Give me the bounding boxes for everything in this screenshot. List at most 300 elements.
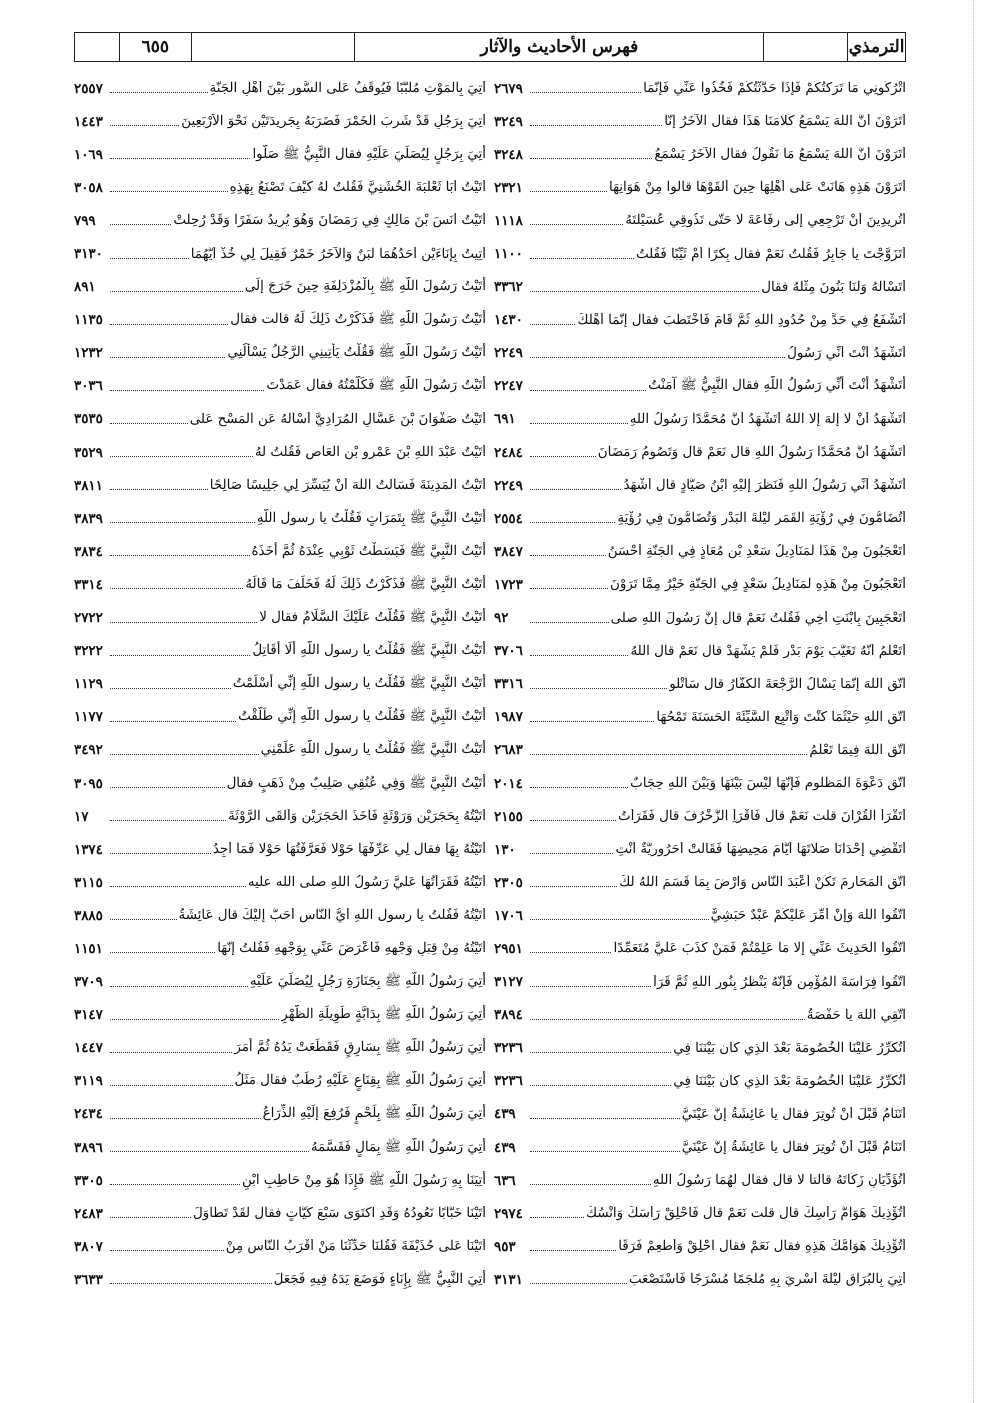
dot-leader [530, 324, 575, 325]
hadith-incipit: أُتِيَ بِالْبُرَاقِ لَيْلَةَ أُسْرِيَ بِهِ مُلْجَمًا مُسْرَجًا فَاسْتَصْعَبَ [628, 1272, 906, 1288]
hadith-number: ٣٠٣٦ [74, 378, 103, 395]
dot-leader [530, 1052, 671, 1053]
hadith-number: ٣١٣١ [494, 1271, 523, 1288]
dot-leader [110, 588, 243, 589]
index-entry [74, 1131, 486, 1164]
dot-leader [530, 1118, 680, 1119]
hadith-incipit: أتَيْتُ الْمَدِينَةَ فَسَأَلْتُ اللَّهَ أنْ يُيَسِّرَ لِي جَلِيسًا صَالِحًا [209, 478, 486, 494]
hadith-incipit: أتَيْتُهُ فَقَرَأْتُهَا عَلَيَّ رَسُولُ اللَّهِ صلى الله عليه [247, 875, 486, 891]
index-entry [494, 833, 906, 866]
index-entry [494, 403, 906, 436]
hadith-incipit: اتَّقِي اللَّهَ يا حَفْصَةُ [806, 1007, 906, 1023]
index-entry [74, 1263, 486, 1296]
hadith-number: ٢٥٥٧ [74, 80, 103, 97]
index-entry [494, 800, 906, 833]
dot-leader [110, 390, 264, 391]
index-entry [74, 899, 486, 932]
dot-leader [530, 456, 596, 457]
hadith-incipit: أتَشْهَدُ أنْ لَا إلَهَ إلَّا اللَّهُ أتَشْهَدُ أنَّ مُحَمَّدًا رَسُولُ اللَّهِ [629, 411, 906, 427]
index-entry [494, 1065, 906, 1098]
dot-leader [530, 555, 606, 556]
hadith-incipit: أتَيْتُ النَّبِيَّ ﷺ فَقُلْتُ يا رسول اللَّهِ ألَا أُقَاتِلُ [252, 643, 486, 659]
hadith-incipit: أتَيْنَا خَبَّابًا نَعُودُهُ وَقَدِ اكْتَوَى سَبْعَ كَيَّاتٍ فقال لَقَدْ تَطَاوَلَ [193, 1206, 486, 1222]
hadith-incipit: أتَيْتُ النَّبِيَّ ﷺ فَقُلْتُ يا رسول اللَّهِ إنِّي طَلَّقْتُ [238, 709, 486, 725]
hadith-number: ٣٢٣٦ [494, 1073, 523, 1090]
index-entry [74, 734, 486, 767]
dot-leader [530, 489, 621, 490]
hadith-number: ٢٤٨٤ [494, 444, 523, 461]
dot-leader [110, 1019, 279, 1020]
hadith-number: ١١٥١ [74, 940, 103, 957]
hadith-incipit: أُتِيَ رَسُولُ اللَّهِ ﷺ بِلَحْمٍ فَرُفِعَ إلَيْهِ الذِّرَاعُ [262, 1106, 486, 1122]
hadith-incipit: أُتِيَ رَسُولُ اللَّهِ ﷺ بِجَنَازَةِ رَجُلٍ لِيُصَلِّيَ عَلَيْهِ [249, 974, 486, 990]
index-entry [74, 668, 486, 701]
hadith-incipit: اتَّقِ اللَّهَ فِيمَا تَعْلَمُ [809, 742, 906, 758]
hadith-number: ٣٢٢٢ [74, 643, 103, 660]
index-entry [74, 866, 486, 899]
hadith-incipit: أُتِيَ النَّبِيُّ ﷺ بِإِنَاءٍ فَوَضَعَ يَدَهُ فِيهِ فَجَعَلَ [273, 1271, 486, 1287]
hadith-incipit: أُتِيَ بِالْمَوْتِ مُلَبَّبًا فَيُوقَفُ عَلَى السُّورِ بَيْنَ أهْلِ الْجَنَّةِ [209, 81, 486, 97]
hadith-number: ٣٣٠٥ [74, 1172, 103, 1189]
hadith-incipit: أتَيْتُ عَبْدَ اللَّهِ بْنَ عَمْرِو بْنِ الْعَاصِ فَقُلْتُ لَهُ [254, 445, 486, 461]
hadith-incipit: أتَيْتُ رَسُولَ اللَّهِ ﷺ فَكَلَّمْتُهُ فقال عَمَدْتَ [266, 378, 486, 394]
index-entry [494, 436, 906, 469]
dot-leader [110, 191, 228, 192]
index-entry [74, 1098, 486, 1131]
hadith-number: ٣١٣٠ [74, 246, 103, 263]
dot-leader [530, 423, 628, 424]
index-entry [74, 171, 486, 204]
index-entry [494, 337, 906, 370]
hadith-incipit: أتَيْتُ النَّبِيَّ ﷺ فَبَسَطْتُ ثَوْبِي عِنْدَهُ ثُمَّ أخَذَهُ [251, 543, 486, 559]
dot-leader [530, 1019, 805, 1020]
dot-leader [530, 158, 652, 159]
hadith-number: ١٢٣٢ [74, 345, 103, 362]
dot-leader [530, 125, 662, 126]
hadith-incipit: أُتِيَ رَسُولُ اللَّهِ ﷺ بِدَابَّةٍ طَوِيلَةِ الظَّهْرِ [281, 1007, 486, 1023]
hadith-number: ٣١١٩ [74, 1073, 103, 1090]
dot-leader [110, 919, 177, 920]
hadith-number: ٣٥٢٩ [74, 444, 103, 461]
hadith-number: ٦٣٦ [494, 1172, 516, 1189]
dot-leader [110, 655, 250, 656]
header-cell-blank [75, 33, 119, 61]
index-entry [494, 502, 906, 535]
hadith-number: ٣٠٥٨ [74, 179, 103, 196]
index-entry [494, 966, 906, 999]
dot-leader [530, 1151, 680, 1152]
dot-leader [530, 291, 759, 292]
index-entry [494, 204, 906, 237]
hadith-number: ٣٢٤٩ [494, 113, 523, 130]
hadith-incipit: أتَيْتُهُ مِنْ قِبَلِ وَجْهِهِ فَأَعْرَضَ عَنِّي بِوَجْهِهِ فَقُلْتُ إنَّهَا [217, 941, 486, 957]
hadith-number: ٤٣٩ [494, 1139, 516, 1156]
hadith-number: ٩٥٣ [494, 1238, 516, 1255]
dot-leader [110, 1217, 191, 1218]
header-cell-blank [191, 33, 355, 61]
hadith-incipit: اتَّقُوا فِرَاسَةَ الْمُؤْمِنِ فَإِنَّهُ يَنْظُرُ بِنُورِ اللَّهِ ثُمَّ قَرَأَ [653, 974, 906, 990]
index-entry [494, 1032, 906, 1065]
index-entry [74, 304, 486, 337]
dot-leader [530, 952, 611, 953]
hadith-incipit: اتَّقُوا الْحَدِيثَ عَنِّي إلَّا مَا عَلِمْتُمْ فَمَنْ كَذَبَ عَلَيَّ مُتَعَمِّدًا [613, 941, 906, 957]
hadith-incipit: اتَّقِ اللَّهِ حَيْثُمَا كُنْتَ وَأتْبِعِ السَّيِّئَةَ الْحَسَنَةَ تَمْحُهَا [656, 709, 906, 725]
index-entry [74, 337, 486, 370]
dot-leader [110, 721, 236, 722]
index-entry [494, 138, 906, 171]
index-entry [74, 403, 486, 436]
hadith-incipit: اتَّقُوا اللَّهَ وَإنْ أُمِّرَ عَلَيْكُمْ عَبْدٌ حَبَشِيٌّ [710, 908, 906, 924]
hadith-number: ١١٠٠ [494, 246, 523, 263]
hadith-number: ١٣٧٤ [74, 841, 103, 858]
hadith-number: ١٧٢٣ [494, 576, 523, 593]
hadith-incipit: أتَيْتُ النَّبِيَّ ﷺ بِتَمَرَاتٍ فَقُلْتُ يا رسول اللَّهِ [256, 510, 486, 526]
hadith-incipit: أتَعْلَمُ أنَّهُ تَغَيَّبَ يَوْمَ بَدْرٍ فَلَمْ يَشْهَدْ قال نَعَمْ قال اللَّهُ [630, 643, 906, 659]
dot-leader [530, 986, 651, 987]
index-entry [494, 370, 906, 403]
page-title: فهرس الأحاديث والآثار [354, 33, 763, 61]
dot-leader [110, 853, 211, 854]
hadith-incipit: أتُرِيدِينَ أنْ تَرْجِعِي إلَى رِفَاعَةَ لا حَتَّى تَذُوقِي عُسَيْلَتَهُ [625, 213, 906, 229]
hadith-number: ٣٨٩٤ [494, 1007, 523, 1024]
index-entry [74, 1230, 486, 1263]
hadith-incipit: أتَيْتُ النَّبِيَّ ﷺ فَذَكَرْتُ ذَلِكَ لَهُ فَخَلَفَ مَا قَالَهُ [245, 576, 486, 592]
index-entry [494, 899, 906, 932]
index-entry [494, 1098, 906, 1131]
dot-leader [530, 588, 608, 589]
index-entry [494, 701, 906, 734]
hadith-incipit: أتَيْتُ رَسُولَ اللَّهِ ﷺ فَقُلْتُ يَأْتِينِي الرَّجُلُ يَسْألُنِي [227, 345, 486, 361]
dot-leader [110, 92, 208, 93]
hadith-incipit: اتْرُكُونِي مَا تَرَكْتُكُمْ فَإِذَا حَدَّثْتُكُمْ فَخُذُوا عَنِّي فَإِنَّمَا [643, 81, 906, 97]
hadith-incipit: أتَرَوْنَ أنَّ اللَّهَ يَسْمَعُ كَلَامَنَا هَذَا فقال الآخَرُ إنَّا [664, 114, 906, 130]
hadith-incipit: اتَّقِ الْمَحَارِمَ تَكُنْ أعْبَدَ النَّاسِ وَارْضَ بِمَا قَسَمَ اللَّهُ لَكَ [619, 875, 906, 891]
hadith-incipit: أتَنَامُ قَبْلَ أنْ تُوتِرَ فقال يا عَائِشَةُ إنَّ عَيْنَيَّ [681, 1140, 906, 1156]
index-entry [74, 138, 486, 171]
hadith-incipit: أُتِيتُ بِإِنَاءَيْنِ أحَدُهُمَا لَبَنٌ وَالْآخَرُ خَمْرٌ فَقِيلَ لِي خُذْ أيَّهُمَا [190, 246, 486, 262]
index-entry [74, 469, 486, 502]
dot-leader [110, 291, 243, 292]
dot-leader [110, 886, 246, 887]
hadith-incipit: أتَيْتُ النَّبِيَّ ﷺ فَقُلْتُ يا رسول اللَّهِ عَلِّمْنِي [260, 742, 486, 758]
index-entry [74, 833, 486, 866]
dot-leader [530, 1184, 651, 1185]
hadith-incipit: أُتِيَ بِرَجُلٍ قَدْ شَرِبَ الْخَمْرَ فَضَرَبَهُ بِجَرِيدَتَيْنِ نَحْوَ الْأرْبَعِينَ [181, 114, 486, 130]
hadith-number: ١٤٣٠ [494, 312, 523, 329]
dot-leader [110, 1085, 233, 1086]
index-entry [74, 1164, 486, 1197]
hadith-incipit: اتَّقِ اللَّهَ إنَّمَا يَسْأَلُ الرَّجْعَةَ الْكُفَّارُ قال سَأَتْلُو [669, 676, 906, 692]
dot-leader [110, 986, 248, 987]
hadith-incipit: أتَرَوْنَ أنَّ اللَّهَ يَسْمَعُ مَا نَقُولُ فقال الآخَرُ يَسْمَعُ [654, 147, 906, 163]
hadith-number: ٢٠١٤ [494, 775, 523, 792]
index-entry [494, 635, 906, 668]
dot-leader [110, 555, 250, 556]
hadith-incipit: أتَيْتُهُ فَقُلْتُ يا رسول اللَّهِ أيُّ النَّاسِ أحَبُّ إلَيْكَ قال عَائِشَةُ [178, 908, 486, 924]
dot-leader [110, 688, 231, 689]
hadith-incipit: أتُكَرِّرُ عَلَيْنَا الْخُصُومَةَ بَعْدَ الَّذِي كان بَيْنَنَا فِي [673, 1073, 906, 1089]
dot-leader [530, 688, 667, 689]
index-entry [494, 535, 906, 568]
page-header [74, 32, 906, 62]
hadith-number: ٣٨٤٧ [494, 543, 523, 560]
hadith-number: ١٧ [74, 808, 89, 825]
dot-leader [110, 622, 257, 623]
hadith-number: ٣٢٣٦ [494, 1040, 523, 1057]
index-entry [74, 502, 486, 535]
dot-leader [110, 820, 226, 821]
dot-leader [110, 952, 215, 953]
index-entry [494, 237, 906, 270]
index-entry [74, 370, 486, 403]
dot-leader [530, 721, 654, 722]
dot-leader [110, 489, 208, 490]
index-entry [74, 602, 486, 635]
index-entry [494, 1230, 906, 1263]
hadith-number: ١٧٠٦ [494, 907, 523, 924]
scan-edge-line [972, 0, 974, 1403]
index-entry [494, 72, 906, 105]
hadith-incipit: أتَقْرَأُ الْقُرْآنَ قلت نَعَمْ قال فَاقْرَأِ الزُّخْرُفَ قال فَقَرَأْتُ [617, 809, 906, 825]
index-entry [494, 1197, 906, 1230]
hadith-number: ٦٩١ [494, 411, 516, 428]
hadith-number: ٨٩١ [74, 279, 96, 296]
hadith-number: ١٩٨٧ [494, 709, 523, 726]
dot-leader [530, 1283, 627, 1284]
hadith-incipit: أتَعْجَبِينَ بِابْنَتِ أخِي فَقُلْتُ نَعَمْ قال إنَّ رَسُولَ اللَّهِ صلى [610, 610, 906, 626]
hadith-number: ٣٨٣٩ [74, 510, 103, 527]
index-entry [74, 932, 486, 965]
hadith-incipit: أتَيْتُ النَّبِيَّ ﷺ فَقُلْتُ عَلَيْكَ السَّلَامُ فقال لا [259, 610, 486, 626]
index-entry [494, 767, 906, 800]
hadith-incipit: أتَشْهَدُ أنَّ مُحَمَّدًا رَسُولُ اللَّهِ قال نَعَمْ قال وَتَصُومُ رَمَضَانَ [597, 445, 906, 461]
hadith-incipit: أتُؤْذِيكَ هَوَامُّ رَأْسِكَ قال قلت نَعَمْ قال فَاحْلِقْ رَأْسَكَ وَانْسُكْ [585, 1206, 906, 1222]
dot-leader [110, 158, 250, 159]
hadith-number: ١١٢٩ [74, 676, 103, 693]
hadith-incipit: أتَرَوْنَ هَذِهِ هَانَتْ عَلَى أهْلِهَا حِينَ ألْقَوْهَا قالوا مِنْ هَوَانِهَا [608, 180, 906, 196]
dot-leader [110, 754, 259, 755]
hadith-number: ٢٤٨٣ [74, 1205, 103, 1222]
dot-leader [110, 423, 188, 424]
index-entry [74, 999, 486, 1032]
hadith-number: ٢٢٤٧ [494, 378, 523, 395]
hadith-number: ٩٢ [494, 610, 509, 627]
index-entry [494, 304, 906, 337]
index-entry [74, 1197, 486, 1230]
hadith-number: ١١٧٧ [74, 709, 103, 726]
dot-leader [530, 390, 646, 391]
index-entry [74, 436, 486, 469]
hadith-incipit: أتُؤَدِّيَانِ زَكَاتَهُ قالتا لا قال فقال لَهُمَا رَسُولُ اللَّهِ [652, 1173, 906, 1189]
right-column [494, 72, 906, 1382]
hadith-number: ٣٨٨٥ [74, 907, 103, 924]
dot-leader [110, 258, 189, 259]
index-entry [74, 1065, 486, 1098]
hadith-incipit: أتَيْتُ أنَسَ بْنَ مَالِكٍ فِي رَمَضَانَ وَهُوَ يُرِيدُ سَفَرًا وَقَدْ رُحِلَتْ [173, 213, 486, 229]
hadith-number: ٢٦٨٣ [494, 742, 523, 759]
hadith-number: ٣٧٠٦ [494, 643, 523, 660]
dot-leader [530, 886, 617, 887]
index-entry [74, 72, 486, 105]
hadith-incipit: أتَيْتُهُ بِهَا فقال لِي عَرِّفْهَا حَوْلًا فَعَرَّفْتُهَا حَوْلًا فَمَا أجِدُ [212, 842, 486, 858]
hadith-number: ٢١٥٥ [494, 808, 523, 825]
hadith-incipit: اتَّقِ دَعْوَةَ الْمَظْلُومِ فَإِنَّهَا لَيْسَ بَيْنَهَا وَبَيْنَ اللَّهِ حِجَابٌ [630, 776, 906, 792]
index-columns [74, 72, 906, 1382]
hadith-number: ١٠٦٩ [74, 146, 103, 163]
hadith-incipit: أتَزَوَّجْتَ يا جَابِرُ فَقُلْتُ نَعَمْ فقال بِكْرًا أمْ ثَيِّبًا فَقُلْتُ [635, 246, 906, 262]
index-entry [494, 171, 906, 204]
index-entry [74, 237, 486, 270]
index-entry [494, 469, 906, 502]
dot-leader [530, 853, 613, 854]
book-name: الترمذي [847, 33, 905, 61]
hadith-incipit: أتَشْهَدُ أنِّي رَسُولُ اللَّهِ فَنَظَرَ إلَيْهِ ابْنُ صَيَّادٍ قال أشْهَدُ [623, 478, 906, 494]
hadith-number: ٢٧٢٢ [74, 610, 103, 627]
hadith-incipit: أتَشْهَدُ أنْتَ أنِّي رَسُولُ [787, 345, 906, 361]
hadith-number: ٣٧٠٩ [74, 974, 103, 991]
hadith-number: ٢٤٣٤ [74, 1106, 103, 1123]
dot-leader [110, 125, 179, 126]
hadith-incipit: أتُكَرِّرُ عَلَيْنَا الْخُصُومَةَ بَعْدَ الَّذِي كان بَيْنَنَا فِي [673, 1040, 906, 1056]
dot-leader [110, 456, 253, 457]
dot-leader [110, 1283, 272, 1284]
dot-leader [530, 1217, 584, 1218]
dot-leader [530, 919, 709, 920]
hadith-number: ٧٩٩ [74, 212, 96, 229]
hadith-incipit: أُتِيَ رَسُولُ اللَّهِ ﷺ بِسَارِقٍ فَقَطَعَتْ يَدُهُ ثُمَّ أمَرَ [234, 1040, 486, 1056]
hadith-number: ٣٠٩٥ [74, 775, 103, 792]
index-entry [74, 701, 486, 734]
hadith-number: ٣١٢٧ [494, 974, 523, 991]
hadith-number: ٢٦٧٩ [494, 80, 523, 97]
dot-leader [530, 1250, 616, 1251]
hadith-number: ٣٨٠٧ [74, 1238, 103, 1255]
dot-leader [110, 1184, 240, 1185]
hadith-number: ٢٢٤٩ [494, 477, 523, 494]
hadith-incipit: أتَنَامُ قَبْلَ أنْ تُوتِرَ فقال يا عَائِشَةُ إنَّ عَيْنَيَّ [681, 1106, 906, 1122]
index-entry [494, 866, 906, 899]
hadith-incipit: أتَيْتُ النَّبِيَّ ﷺ فَقُلْتُ يا رسول اللَّهِ إنِّي أسْلَمْتُ [232, 676, 486, 692]
dot-leader [530, 820, 616, 821]
dot-leader [530, 224, 623, 225]
dot-leader [530, 258, 634, 259]
hadith-incipit: أتَيْتُ رَسُولَ اللَّهِ ﷺ فَذَكَرْتُ ذَلِكَ لَهُ قالت فقال [230, 312, 486, 328]
hadith-number: ٣٤٩٢ [74, 742, 103, 759]
dot-leader [110, 1118, 261, 1119]
hadith-incipit: أتَعْجَبُونَ مِنْ هَذَا لَمَنَادِيلُ سَعْدِ بْنِ مُعَاذٍ فِي الْجَنَّةِ أحْسَنُ [607, 544, 906, 560]
index-entry [74, 105, 486, 138]
index-entry [74, 635, 486, 668]
index-entry [494, 1263, 906, 1296]
dot-leader [110, 1151, 309, 1152]
index-entry [494, 734, 906, 767]
dot-leader [110, 787, 225, 788]
hadith-number: ١١١٨ [494, 212, 523, 229]
hadith-number: ٣٨٣٤ [74, 543, 103, 560]
index-entry [74, 1032, 486, 1065]
hadith-incipit: أتَعْجَبُونَ مِنْ هَذِهِ لَمَنَادِيلُ سَعْدٍ فِي الْجَنَّةِ خَيْرٌ مِمَّا تَرَوْنَ [610, 577, 906, 593]
dot-leader [530, 622, 609, 623]
index-entry [494, 568, 906, 601]
hadith-number: ٢٩٥١ [494, 940, 523, 957]
hadith-incipit: أُتِيَ بِرَجُلٍ لِيُصَلِّيَ عَلَيْهِ فقال النَّبِيُّ ﷺ صَلُّوا [252, 146, 486, 162]
hadith-number: ٣٣١٦ [494, 676, 523, 693]
index-entry [74, 535, 486, 568]
page-number: ٦٥٥ [119, 33, 191, 61]
hadith-incipit: أتَيْتُ النَّبِيَّ ﷺ وَفِي عُنُقِي صَلِيبٌ مِنْ ذَهَبٍ فقال [226, 775, 486, 791]
hadith-number: ٣٣٦٢ [494, 279, 523, 296]
dot-leader [110, 224, 171, 225]
dot-leader [530, 522, 615, 523]
hadith-incipit: أتَشْهَدُ أنْتَ أنِّي رَسُولُ اللَّهِ فقال النَّبِيُّ ﷺ آمَنْتُ [648, 378, 906, 394]
index-entry [74, 767, 486, 800]
dot-leader [530, 1085, 671, 1086]
hadith-incipit: أُتِيَ رَسُولُ اللَّهِ ﷺ بِمَالٍ فَقَسَّمَهُ [310, 1139, 486, 1155]
hadith-incipit: أتَيْتُ أبَا ثَعْلَبَةَ الْخُشَنِيَّ فَقُلْتُ لَهُ كَيْفَ تَصْنَعُ بِهَذِهِ [229, 180, 486, 196]
hadith-incipit: أُتِيَ رَسُولُ اللَّهِ ﷺ بِقِنَاعٍ عَلَيْهِ رُطَبٌ فقال مَثَلُ [234, 1073, 486, 1089]
hadith-number: ٤٣٩ [494, 1106, 516, 1123]
hadith-number: ٢٥٥٤ [494, 510, 523, 527]
index-entry [74, 568, 486, 601]
hadith-incipit: أتَيْتُ صَفْوَانَ بْنَ عَسَّالٍ الْمُرَادِيَّ أسْألُهُ عَنِ الْمَسْحِ عَلَى [189, 411, 486, 427]
hadith-incipit: أتَيْنَا عَلَى حُذَيْفَةَ فَقُلْنَا حَدِّثْنَا مَنْ أقْرَبُ النَّاسِ مِنْ [225, 1239, 486, 1255]
index-entry [74, 271, 486, 304]
hadith-number: ٢٢٤٩ [494, 345, 523, 362]
index-entry [494, 999, 906, 1032]
index-entry [494, 271, 906, 304]
hadith-number: ٣٣١٤ [74, 576, 103, 593]
hadith-incipit: أتَشْفَعُ فِي حَدٍّ مِنْ حُدُودِ اللَّهِ ثُمَّ قَامَ فَاخْتَطَبَ فقال إنَّمَا أهْلَكَ [577, 312, 906, 328]
hadith-incipit: أتَقْضِي إحْدَانَا صَلَاتَهَا أيَّامَ مَحِيضِهَا فَقَالَتْ أحَرُورِيَّةٌ أنْتِ [615, 842, 906, 858]
hadith-number: ٢٣٢١ [494, 179, 523, 196]
index-entry [74, 966, 486, 999]
hadith-number: ١٤٤٣ [74, 113, 103, 130]
hadith-number: ٣٢٤٨ [494, 146, 523, 163]
hadith-number: ٣٨٩٦ [74, 1139, 103, 1156]
dot-leader [530, 655, 628, 656]
hadith-number: ٢٣٠٥ [494, 874, 523, 891]
dot-leader [110, 324, 228, 325]
hadith-number: ٣٥٣٥ [74, 411, 103, 428]
index-entry [74, 204, 486, 237]
dot-leader [110, 1052, 232, 1053]
index-entry [494, 1131, 906, 1164]
hadith-number: ٢٩٧٤ [494, 1205, 523, 1222]
dot-leader [110, 357, 225, 358]
index-entry [494, 602, 906, 635]
hadith-incipit: أتَيْتُ رَسُولَ اللَّهِ ﷺ بِالْمُزْدَلِفَةِ حِينَ خَرَجَ إلَى [244, 279, 486, 295]
hadith-number: ٣٨١١ [74, 477, 103, 494]
hadith-incipit: أُتِيَنَا بِهِ رَسُولَ اللَّهِ ﷺ فَإِذَا هُوَ مِنْ حَاطِبِ ابْنِ [241, 1172, 486, 1188]
hadith-incipit: أتُضَامُّونَ فِي رُؤْيَةِ الْقَمَرِ لَيْلَةَ الْبَدْرِ وَتُضَامُّونَ فِي رُؤْيَةِ [617, 511, 906, 527]
hadith-incipit: أتَيْتُهُ بِحَجَرَيْنِ وَرَوْثَةٍ فَأَخَذَ الْحَجَرَيْنِ وَألْقَى الرَّوْثَةَ [228, 809, 486, 825]
hadith-number: ٣١١٥ [74, 874, 103, 891]
hadith-incipit: أتَسْأَلُهُ وَلَنَا بَنُونَ مِثْلُهُ فقال [761, 279, 906, 295]
hadith-number: ١٣٠ [494, 841, 516, 858]
header-cell-blank [763, 33, 847, 61]
index-entry [74, 800, 486, 833]
index-entry [494, 668, 906, 701]
dot-leader [530, 191, 607, 192]
dot-leader [530, 92, 641, 93]
dot-leader [530, 787, 628, 788]
index-entry [494, 1164, 906, 1197]
index-entry [494, 105, 906, 138]
hadith-number: ٣١٤٧ [74, 1007, 103, 1024]
dot-leader [110, 1250, 224, 1251]
index-entry [494, 932, 906, 965]
dot-leader [530, 754, 807, 755]
